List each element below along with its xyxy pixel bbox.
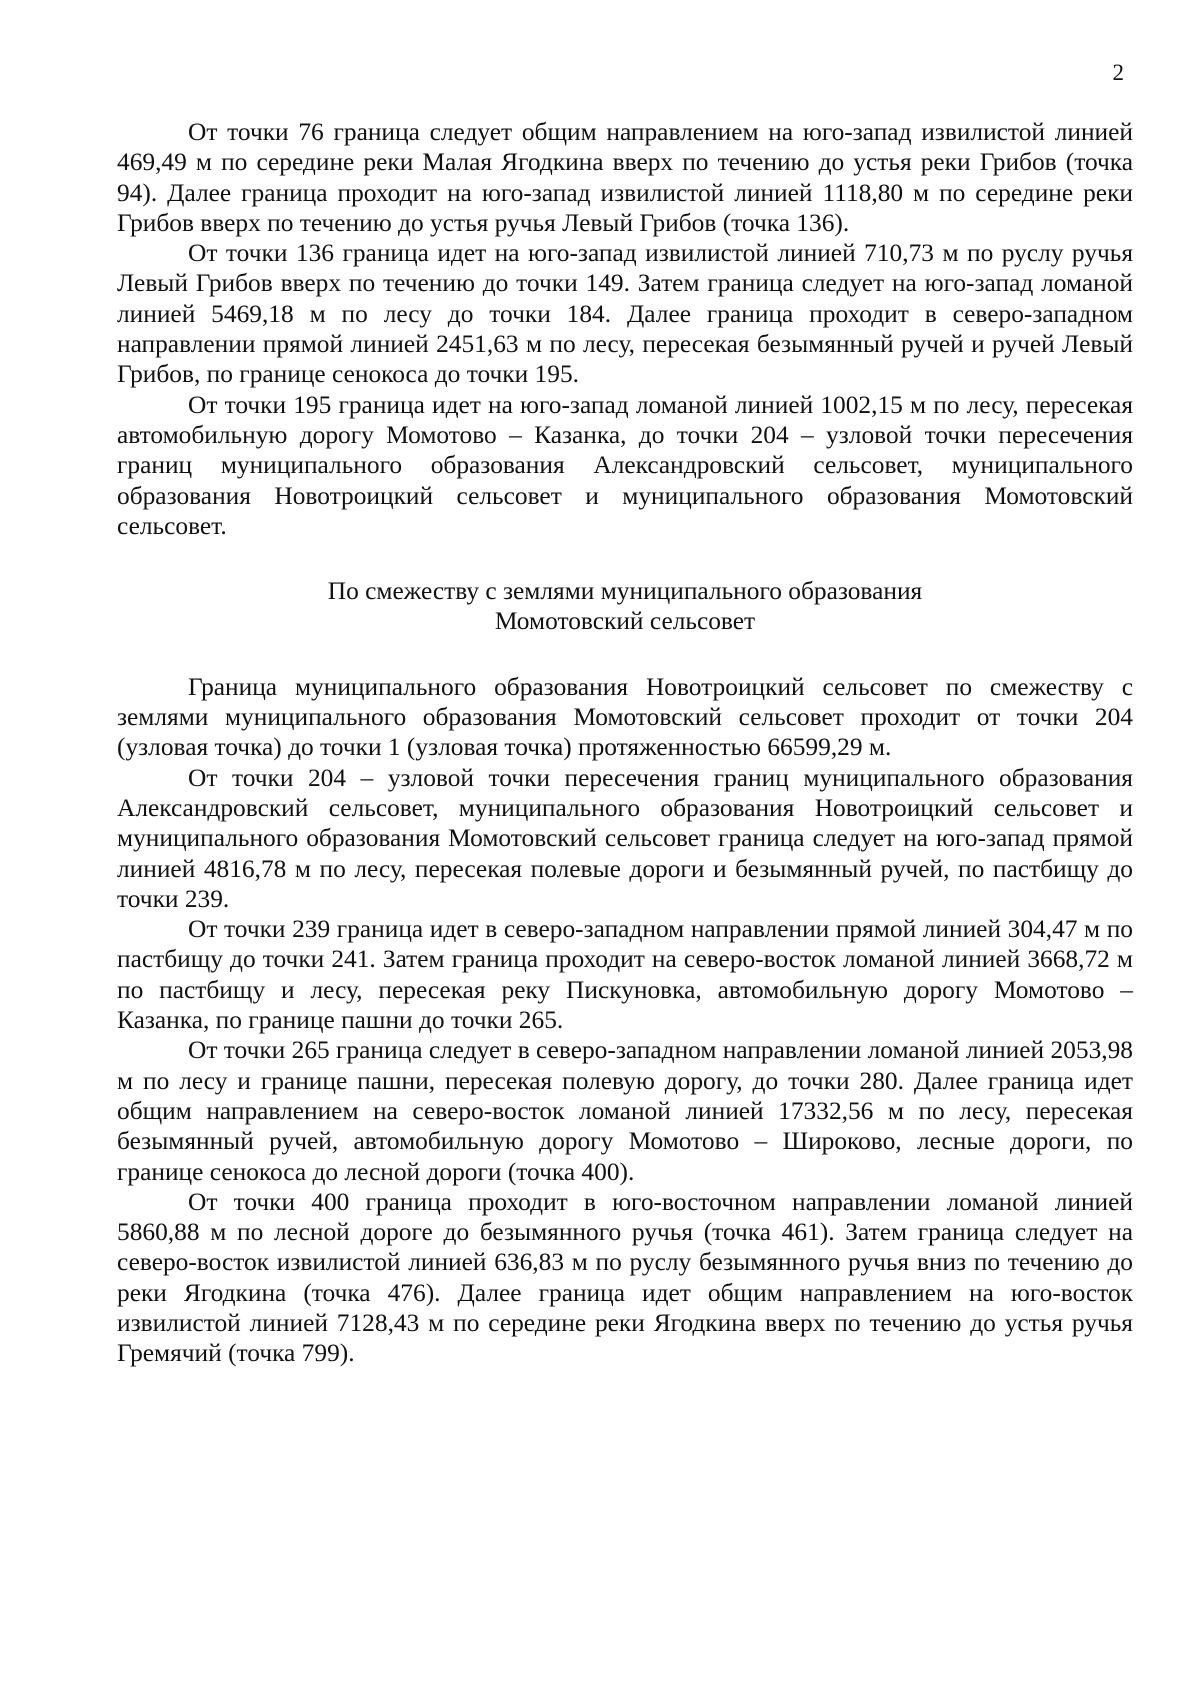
paragraph: От точки 195 граница идет на юго-запад ломаной линией 1002,15 м по лесу, пересекая автомобильную дорогу Момотово – Казанка, до точки 204 – узловой точки пересечения границ муниципального образования Александровский сельсовет, муниципального образования Новотроицкий сельсовет и муниципального образования Момотовский сельсовет. bbox=[117, 390, 1133, 540]
paragraph: От точки 239 граница идет в северо-западном направлении прямой линией 304,47 м по пастбищу до точки 241. Затем граница проходит на северо-восток ломаной линией 3668,72 м по пастбищу и лесу, пересекая реку Пискуновка, автомобильную дорогу Момотово – Казанка, по границе пашни до точки 265. bbox=[117, 915, 1133, 1035]
paragraph: От точки 204 – узловой точки пересечения границ муниципального образования Александровский сельсовет, муниципального образования Новотроицкий сельсовет и муниципального образования Момотовский сельсовет граница следует на юго-запад прямой линией 4816,78 м по лесу, пересекая полевые дороги и безымянный ручей, по пастбищу до точки 239. bbox=[117, 763, 1133, 913]
paragraph: От точки 136 граница идет на юго-запад извилистой линией 710,73 м по руслу ручья Левый Грибов вверх по течению до точки 149. Затем граница следует на юго-запад ломаной линией 5469,18 м по лесу до точки 184. Далее граница проходит в северо-западном направлении прямой линией 2451,63 м по лесу, пересекая безымянный ручей и ручей Левый Грибов, по границе сенокоса до точки 195. bbox=[117, 239, 1133, 389]
section-heading-line-1: По смежеству с землями муниципального образования bbox=[327, 577, 923, 606]
paragraph: От точки 265 граница следует в северо-западном направлении ломаной линией 2053,98 м по лесу и границе пашни, пересекая полевую дорогу, до точки 280. Далее граница идет общим направлением на северо-восток ломаной линией 17332,56 м по лесу, пересекая безымянный ручей, автомобильную дорогу Момотово – Широково, лесные дороги, по границе сенокоса до лесной дороги (точка 400). bbox=[117, 1036, 1133, 1186]
page-number: 2 bbox=[1112, 60, 1124, 85]
paragraph: От точки 76 граница следует общим направлением на юго-запад извилистой линией 469,49 м по середине реки Малая Ягодкина вверх по течению до устья реки Грибов (точка 94). Далее граница проходит на юго-запад извилистой линией 1118,80 м по середине реки Грибов вверх по течению до устья ручья Левый Грибов (точка 136). bbox=[117, 118, 1133, 237]
paragraph: Граница муниципального образования Новотроицкий сельсовет по смежеству с землями муниципального образования Момотовский сельсовет проходит от точки 204 (узловая точка) до точки 1 (узловая точка) протяженностью 66599,29 м. bbox=[117, 672, 1133, 762]
section-heading-line-2: Момотовский сельсовет bbox=[494, 607, 756, 636]
paragraph: От точки 400 граница проходит в юго-восточном направлении ломаной линией 5860,88 м по лесной дороге до безымянного ручья (точка 461). Затем граница следует на северо-восток извилистой линией 636,83 м по руслу безымянного ручья вниз по течению до реки Ягодкина (точка 476). Далее граница идет общим направлением на юго-восток извилистой линией 7128,43 м по середине реки Ягодкина вверх по течению до устья ручья Гремячий (точка 799). bbox=[117, 1187, 1133, 1368]
document-body bbox=[117, 117, 1133, 1369]
section-heading bbox=[117, 576, 1133, 637]
